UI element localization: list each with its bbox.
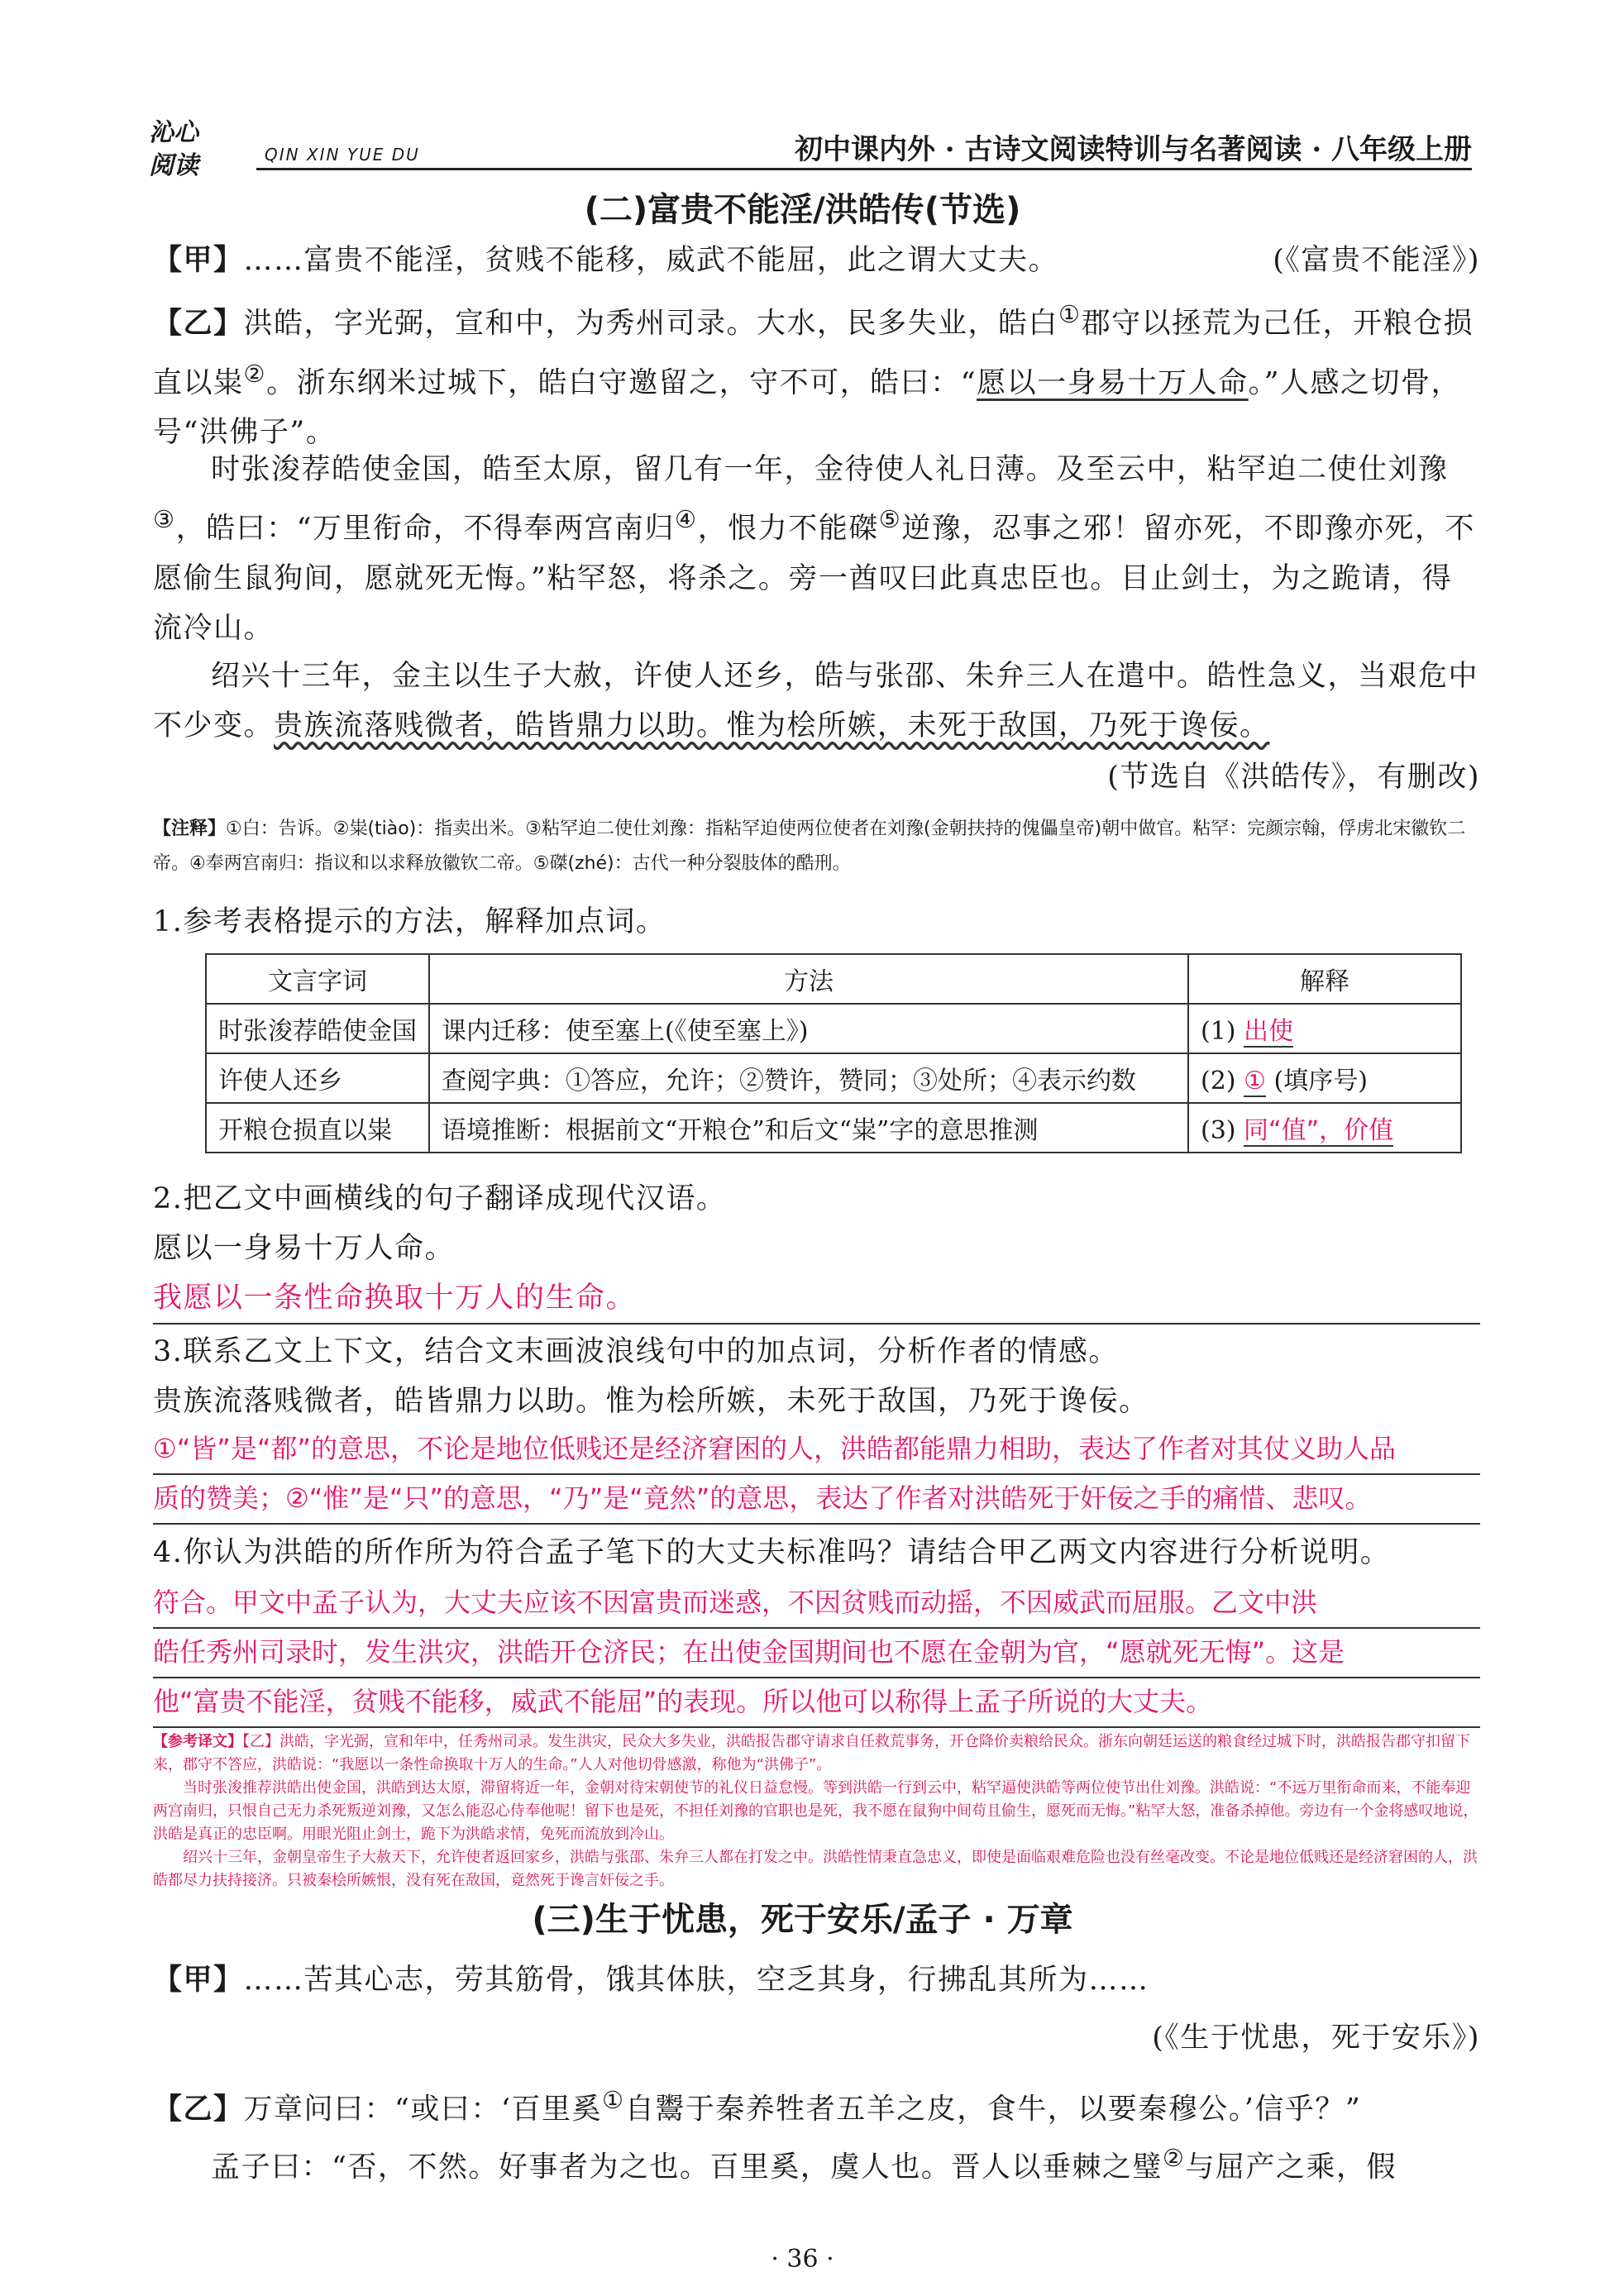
table-row xyxy=(206,1053,1461,1103)
row3-num: (3) xyxy=(1201,1116,1236,1145)
reference-p2: 当时张浚推荐洪皓出使金国，洪皓到达太原，滞留将近一年，金朝对待宋朝使节的礼仪日益怠慢。等到洪皓一行到云中，粘罕逼使洪皓等两位使节出仕刘豫。洪皓说：“不远万里衔命而来，不能奉迎两宫南归，只恨自己无力杀死叛逆刘豫，又怎么能忍心侍奉他呢！留下也是死，不担任刘豫的官职也是死，我不愿在鼠狗中间苟且偷生，愿死而无悔。”粘罕大怒，准备杀掉他。旁边有一个金将感叹地说，洪皓是真正的忠臣啊。用眼光阻止剑士，跪下为洪皓求情，免死而流放到冷山。 xyxy=(153,1779,1478,1843)
s3-yi-label: 【乙】 xyxy=(153,2092,244,2127)
yi-p2-a: 时张浚荐皓使金国，皓至太原，留几有一年，金待使人礼日薄。及至云中，粘罕迫二使仕刘豫 xyxy=(211,453,1449,486)
yi-p2-d: 逆豫，忍事之邪！留亦死，不即豫亦死，不愿偷生鼠狗间，愿就死无悔。”粘罕怒，将杀之。旁一酋叹曰此真忠臣也。目止剑士，为之跪请，得流冷山。 xyxy=(153,512,1475,645)
wavy-sentence: 贵族流落贱微者，皓皆鼎力以助。惟为桧所嫉，未死于敌国，乃死于谗佞。 xyxy=(274,709,1270,742)
row3-word: 开粮仓损直以粜 xyxy=(206,1103,429,1153)
underlined-sentence: 愿以一身易十万人命 xyxy=(977,366,1249,400)
row3-answer: 同“值”，价值 xyxy=(1244,1116,1394,1145)
row2-answer-cell xyxy=(1188,1053,1461,1103)
reference-label: 【参考译文】 xyxy=(153,1733,242,1750)
q4-answer-line2: 皓任秀州司录时，发生洪灾，洪皓开仓济民；在出使金国期间也不愿在金朝为官，“愿就死无悔”。这是 xyxy=(153,1627,1480,1678)
row2-method: 查阅字典：①答应，允许；②赞许，赞同；③处所；④表示约数 xyxy=(429,1053,1188,1103)
yi-p2-c: ，恨力不能磔 xyxy=(697,512,879,546)
table-row xyxy=(206,1004,1461,1053)
footnote-1: ① xyxy=(1058,300,1082,328)
section2-yi-p3 xyxy=(153,652,1480,751)
yi-p1-a: 洪皓，字光弼，宣和中，为秀州司录。大水，民多失业，皓白 xyxy=(243,307,1059,341)
page-header xyxy=(149,112,1472,180)
footnote-3: ③ xyxy=(153,505,176,533)
col-header-method: 方法 xyxy=(429,954,1188,1004)
yi-p1-c: 。浙东纲米过城下，皓白守邀留之，守不可，皓曰：“ xyxy=(266,366,977,400)
reference-translation xyxy=(153,1730,1480,1893)
yi-p3-a: 绍兴十三年，金主以生子大赦，许使人还乡，皓与张邵、朱弁三人在遣中。皓性急义，当艰危中不少变。 xyxy=(153,660,1479,742)
q3-answer-line2: 质的赞美；②“惟”是“只”的意思，“乃”是“竟然”的意思，表达了作者对洪皓死于奸佞之手的痛惜、悲叹。 xyxy=(153,1473,1480,1525)
row2-answer: ① xyxy=(1244,1067,1266,1095)
q1-table xyxy=(205,953,1462,1153)
logo-subtitle: QIN XIN YUE DU xyxy=(265,145,420,165)
annotations xyxy=(153,812,1480,881)
s3-jia-source: (《生于忧患，死于安乐》) xyxy=(1152,2022,1480,2055)
footnote-4: ④ xyxy=(675,505,698,533)
section2-title: (二)富贵不能淫/洪皓传(节选) xyxy=(584,191,1021,229)
q4-answer-line1: 符合。甲文中孟子认为，大丈夫应该不因富贵而迷惑，不因贫贱而动摇，不因威武而屈服。乙文中洪 xyxy=(153,1578,1480,1629)
notes-label: 【注释】 xyxy=(153,819,227,839)
yi-p1-d: 。”人感之切骨，号“洪佛子”。 xyxy=(153,366,1461,450)
q4-stem: 4.你认为洪皓的所作所为符合孟子笔下的大丈夫标准吗？请结合甲乙两文内容进行分析说明。 xyxy=(153,1536,1391,1569)
yi-source: (节选自《洪皓传》，有删改) xyxy=(1107,761,1480,794)
jia-source: (《富贵不能淫》) xyxy=(1273,244,1480,277)
logo-line1: 沁心 xyxy=(149,118,198,147)
q3-answer-line1: ①“皆”是“都”的意思，不论是地位低贱还是经济窘困的人，洪皓都能鼎力相助，表达了作者对其仗义助人品 xyxy=(153,1424,1480,1475)
section3-title: (三)生于忧患，死于安乐/孟子 · 万章 xyxy=(532,1901,1073,1939)
section3-yi-p2 xyxy=(153,2133,1480,2193)
row1-answer-cell xyxy=(1188,1004,1461,1053)
s3-jia-label: 【甲】 xyxy=(153,1963,244,1997)
col-header-word: 文言字词 xyxy=(206,954,429,1004)
row1-answer: 出使 xyxy=(1244,1017,1294,1046)
s3-yi-p2-a: 孟子曰：“否，不然。好事者为之也。百里奚，虞人也。晋人以垂棘之璧 xyxy=(211,2150,1163,2184)
section2-jia xyxy=(153,236,1480,285)
row1-word: 时张浚荐皓使金国 xyxy=(206,1004,429,1053)
s3-footnote-2: ② xyxy=(1162,2144,1186,2172)
s3-yi-p2-b: 与屈产之乘，假 xyxy=(1185,2150,1397,2184)
s3-yi-p1-b: 自鬻于秦养牲者五羊之皮，食牛，以要秦穆公。’信乎？” xyxy=(624,2093,1362,2127)
row3-answer-cell xyxy=(1188,1103,1461,1153)
row3-method: 语境推断：根据前文“开粮仓”和后文“粜”字的意思推测 xyxy=(429,1103,1188,1153)
jia-label: 【甲】 xyxy=(153,243,244,277)
row1-num: (1) xyxy=(1201,1017,1236,1046)
footnote-2: ② xyxy=(243,359,267,388)
row2-word: 许使人还乡 xyxy=(206,1053,429,1103)
section3-jia xyxy=(153,1955,1480,2005)
row2-suffix: (填序号) xyxy=(1273,1067,1368,1095)
q2-answer: 我愿以一条性命换取十万人的生命。 xyxy=(153,1273,1480,1325)
reference-p1: 【乙】洪皓，字光弼，宣和年中，任秀州司录。发生洪灾，民众大多失业，洪皓报告郡守请求自任救荒事务，开仓降价卖粮给民众。浙东向朝廷运送的粮食经过城下时，洪皓报告郡守扣留下来，郡守不答应，洪皓说：“我愿以一条性命换取十万人的生命。”人人对他切骨感激，称他为“洪佛子”。 xyxy=(153,1733,1470,1773)
section3-yi-p1 xyxy=(153,2075,1480,2135)
page-number: · 36 · xyxy=(771,2245,834,2274)
s3-jia-text: ……苦其心志，劳其筋骨，饿其体肤，空乏其身，行拂乱其所为…… xyxy=(243,1964,1149,1997)
notes-text: ①白：告诉。②粜(tiào)：指卖出米。③粘罕迫二使仕刘豫：指粘罕迫使两位使者在刘豫(金朝扶持的傀儡皇帝)朝中做官。粘罕：完颜宗翰，俘虏北宋徽钦二帝。④奉两宫南归：指议和以求释放徽钦二帝。⑤磔(zhé)：古代一种分裂肢体的酷刑。 xyxy=(153,819,1466,874)
yi-p1-b: 郡守以拯荒为己任，开粮仓损直以粜 xyxy=(153,307,1474,400)
q2-stem: 2.把乙文中画横线的句子翻译成现代汉语。 xyxy=(153,1182,727,1215)
header-rule xyxy=(256,168,1472,170)
q3-stem: 3.联系乙文上下文，结合文末画波浪线句中的加点词，分析作者的情感。 xyxy=(153,1335,1119,1368)
section2-yi-p1 xyxy=(153,289,1480,457)
series-title: 初中课内外 · 古诗文阅读特训与名著阅读 · 八年级上册 xyxy=(794,133,1472,166)
row2-num: (2) xyxy=(1201,1067,1236,1095)
q4-answer-line3: 他“富贵不能淫，贫贱不能移，威武不能屈”的表现。所以他可以称得上孟子所说的大丈夫。 xyxy=(153,1677,1480,1728)
yi-p2-b: ，皓曰：“万里衔命，不得奉两宫南归 xyxy=(175,512,676,546)
q3-sentence: 贵族流落贱微者，皓皆鼎力以助。惟为桧所嫉，未死于敌国，乃死于谗佞。 xyxy=(153,1385,1149,1418)
table-header-row xyxy=(206,954,1461,1004)
section2-yi-p2 xyxy=(153,445,1480,653)
footnote-5: ⑤ xyxy=(878,505,902,533)
logo-line2: 阅读 xyxy=(149,151,198,180)
s3-footnote-1: ① xyxy=(602,2086,625,2114)
s3-yi-p1-a: 万章问曰：“或曰：‘百里奚 xyxy=(243,2093,603,2127)
yi-label: 【乙】 xyxy=(153,306,244,341)
q2-sentence: 愿以一身易十万人命。 xyxy=(153,1232,456,1265)
col-header-explain: 解释 xyxy=(1188,954,1461,1004)
table-row xyxy=(206,1103,1461,1153)
row1-method: 课内迁移：使至塞上(《使至塞上》) xyxy=(429,1004,1188,1053)
jia-text: ……富贵不能淫，贫贱不能移，威武不能屈，此之谓大丈夫。 xyxy=(243,244,1059,277)
reference-p3: 绍兴十三年，金朝皇帝生子大赦天下，允许使者返回家乡，洪皓与张邵、朱弁三人都在打发之中。洪皓性情秉直急忠义，即使是面临艰难危险也没有丝毫改变。不论是地位低贱还是经济窘困的人，洪皓都尽力扶持接济。只被秦桧所嫉恨，没有死在敌国，竟然死于谗言奸佞之手。 xyxy=(153,1849,1478,1889)
q1-stem: 1.参考表格提示的方法，解释加点词。 xyxy=(153,905,666,938)
